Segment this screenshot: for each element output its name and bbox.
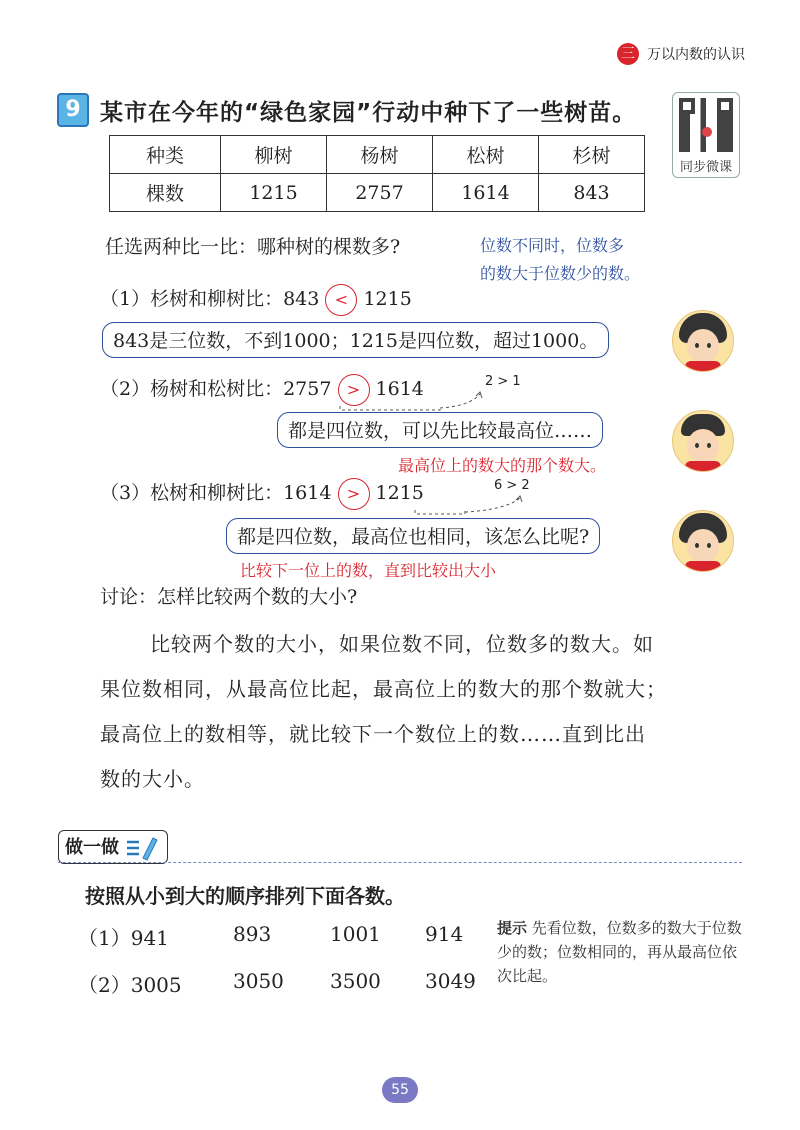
- chapter-badge: 三: [617, 43, 639, 65]
- speech-bubble-3: 都是四位数，最高位也相同，该怎么比呢?: [226, 518, 600, 554]
- comparison-2-symbol: >: [338, 374, 370, 406]
- paragraph-line-2: 果位数相同，从最高位比起，最高位上的数大的那个数就大；: [100, 677, 667, 701]
- paragraph-line-1: 比较两个数的大小，如果位数不同，位数多的数大。如: [150, 632, 654, 656]
- table-cell: 松树: [433, 136, 539, 174]
- avatar-girl-1: [672, 310, 734, 372]
- table-cell: 种类: [110, 136, 221, 174]
- comparison-2-left: （2）杨树和松树比：2757: [100, 378, 332, 400]
- table-row: [110, 136, 645, 174]
- comparison-3: [100, 478, 424, 510]
- comparison-2-right: 1614: [375, 378, 424, 400]
- page-number: 55: [382, 1077, 418, 1103]
- table-cell: 843: [539, 174, 645, 212]
- speech-bubble-1: 843是三位数，不到1000；1215是四位数，超过1000。: [102, 322, 609, 358]
- problem-text: 某市在今年的“绿色家园”行动中种下了一些树苗。: [100, 100, 637, 126]
- comparison-3-right: 1215: [375, 482, 424, 504]
- table-cell: 1215: [221, 174, 327, 212]
- comparison-1-right: 1215: [363, 288, 412, 310]
- avatar-girl-2: [672, 510, 734, 572]
- tip-box: [497, 916, 747, 988]
- exercise-title-text: 做一做: [65, 837, 119, 858]
- comparison-3-left: （3）松树和柳树比：1614: [100, 482, 332, 504]
- blue-note-line-1: 位数不同时，位数多: [480, 236, 625, 255]
- qr-code-icon: [679, 98, 733, 152]
- discussion-prompt: 讨论：怎样比较两个数的大小?: [100, 586, 358, 608]
- comparison-3-symbol: >: [338, 478, 370, 510]
- speech-bubble-2: 都是四位数，可以先比较最高位……: [277, 412, 603, 448]
- exercise-title: [58, 830, 168, 864]
- exercise-row-1-num: 1001: [330, 922, 381, 946]
- exercise-row-1-num: 893: [233, 922, 272, 946]
- tip-title: 提示: [497, 919, 528, 937]
- chapter-title: 万以内数的认识: [647, 47, 745, 63]
- comparison-1: [100, 284, 412, 316]
- comparison-1-symbol: <: [325, 284, 357, 316]
- qr-code-card[interactable]: [672, 92, 740, 178]
- qr-label: 同步微课: [679, 160, 732, 175]
- paragraph-line-4: 数的大小。: [100, 767, 205, 791]
- table-cell: 1614: [433, 174, 539, 212]
- blue-note-line-2: 的数大于位数少的数。: [480, 264, 641, 283]
- compare-note-2: 2 > 1: [485, 374, 521, 389]
- red-note-3: 比较下一位上的数，直到比较出大小: [240, 561, 497, 580]
- table-cell: 杉树: [539, 136, 645, 174]
- paragraph-line-3: 最高位上的数相等，就比较下一个数位上的数……直到比出: [100, 722, 646, 746]
- problem-number: 9: [57, 93, 89, 127]
- exercise-row-1-label: （1）941: [78, 926, 169, 950]
- dashed-arrow-2: [330, 384, 510, 414]
- table-cell: 柳树: [221, 136, 327, 174]
- red-note-2: 最高位上的数大的那个数大。: [398, 456, 607, 475]
- pencil-icon: [125, 834, 159, 862]
- exercise-row-2-label: （2）3005: [78, 973, 182, 997]
- divider: [58, 862, 742, 863]
- table-cell: 杨树: [327, 136, 433, 174]
- exercise-row-2-num: 3500: [330, 969, 381, 993]
- comparison-1-left: （1）杉树和柳树比：843: [100, 288, 320, 310]
- exercise-question: 按照从小到大的顺序排列下面各数。: [85, 884, 405, 908]
- avatar-boy: [672, 410, 734, 472]
- question-text: 任选两种比一比：哪种树的棵数多?: [105, 236, 401, 258]
- table-cell: 棵数: [110, 174, 221, 212]
- dashed-arrow-3: [405, 488, 555, 518]
- tip-text: 先看位数，位数多的数大于位数少的数；位数相同的，再从最高位依次比起。: [497, 919, 742, 985]
- exercise-row-2-num: 3050: [233, 969, 284, 993]
- table-row: [110, 174, 645, 212]
- compare-note-3: 6 > 2: [494, 478, 530, 493]
- tree-count-table: [109, 135, 645, 212]
- table-cell: 2757: [327, 174, 433, 212]
- exercise-row-2-num: 3049: [425, 969, 476, 993]
- exercise-row-1-num: 914: [425, 922, 464, 946]
